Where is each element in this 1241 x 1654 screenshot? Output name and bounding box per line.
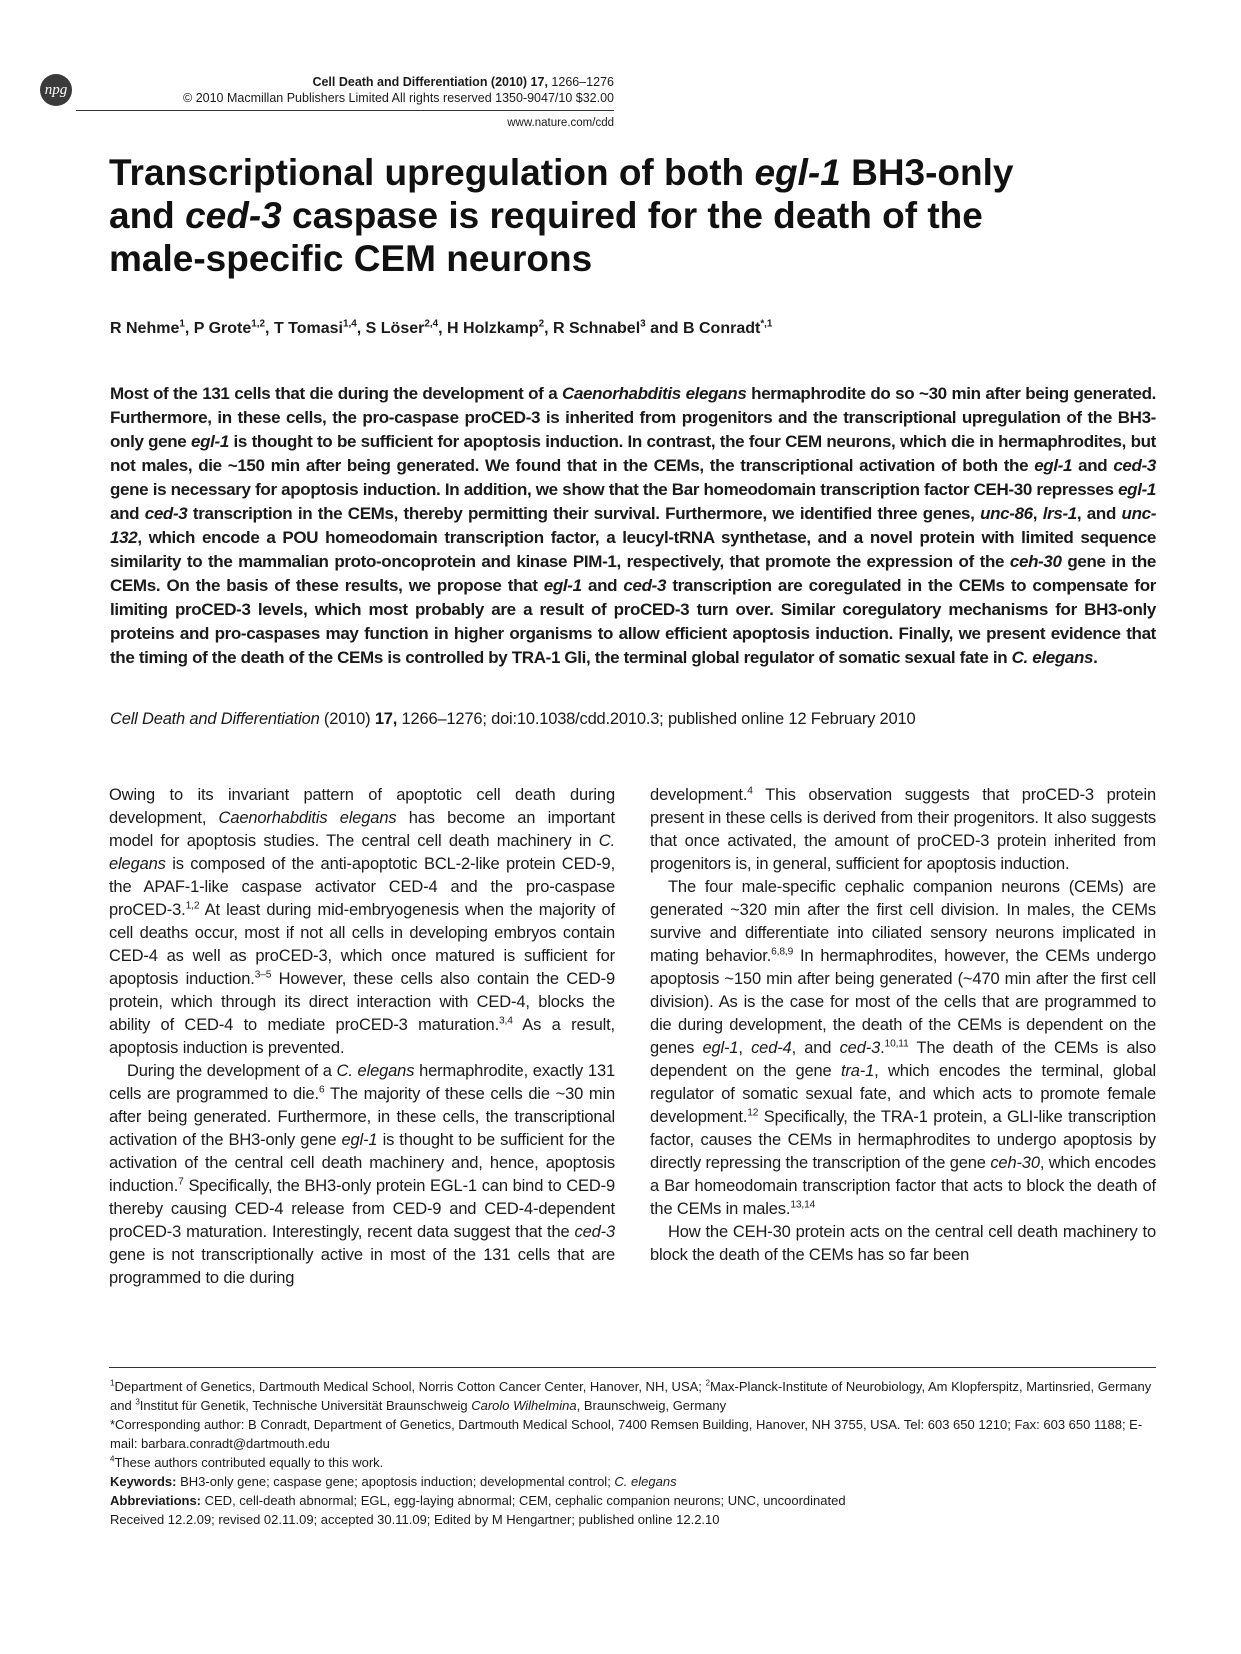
citation-volume: 17, [374, 710, 398, 728]
header-rule [76, 110, 614, 111]
author-name: , P Grote [184, 320, 252, 337]
author-affiliation: 1 [179, 318, 185, 330]
journal-header [120, 74, 614, 106]
body-column-left [109, 784, 615, 1290]
title-gene: egl-1 [754, 152, 841, 193]
journal-name: Cell Death and Differentiation (2010) [312, 75, 528, 89]
body-paragraph: development.$^4$ This observation suggests that proCED-3 protein present in these cells is derived from their progenitors. It also suggests that once activated, the amount of proCED-3 protein inherited from progenitors is, in general, sufficient for apoptosis induction. [650, 785, 1156, 873]
author-affiliation: 1,4 [342, 318, 357, 330]
author-name: , H Holzkamp [438, 320, 539, 337]
journal-pages: 1266–1276 [551, 75, 614, 89]
title-part: male-specific CEM neurons [109, 238, 593, 279]
body-column-right [650, 784, 1156, 1267]
journal-volume: 17, [530, 75, 548, 89]
citation-doi: 1266–1276; doi:10.1038/cdd.2010.3; published online 12 February 2010 [397, 710, 916, 728]
title-part: and [109, 195, 186, 236]
author-name: and B Conradt [645, 320, 761, 337]
footnote-dates: Received 12.2.09; revised 02.11.09; accepted 30.11.09; Edited by M Hengartner; published online 12.2.10 [110, 1512, 720, 1527]
footnote-keywords: Keywords: BH3-only gene; caspase gene; apoptosis induction; developmental control; C. elegans [110, 1474, 677, 1489]
citation-journal: Cell Death and Differentiation [110, 710, 320, 728]
body-paragraph: Owing to its invariant pattern of apoptotic cell death during development, Caenorhabditis elegans has become an important model for apoptosis studies. The central cell death machinery in C. elegans is composed of the anti-apoptotic BCL-2-like protein CED-9, the APAF-1-like caspase activator CED-4 and the pro-caspase proCED-3.$^{1,2}$ At least during mid-embryogenesis when the majority of cell deaths occur, most if not all cells in developing embryos contain CED-4 as well as proCED-3, which once matured is sufficient for apoptosis induction.$^{3-5}$ However, these cells also contain the CED-9 protein, which through its direct interaction with CED-4, blocks the ability of CED-4 to mediate proCED-3 maturation.$^{3,4}$ As a result, apoptosis induction is prevented. [109, 786, 616, 1057]
author-affiliation: 2,4 [424, 318, 439, 330]
author-name: , T Tomasi [265, 320, 343, 337]
author-affiliation: 2 [538, 318, 545, 330]
author-name: , S Löser [356, 320, 425, 337]
title-part: caspase is required for the death of the [281, 195, 983, 236]
author-name: R Nehme [110, 320, 180, 337]
copyright-line: © 2010 Macmillan Publishers Limited All rights reserved 1350-9047/10 $32.00 [183, 91, 614, 105]
footnote-corresponding-author: *Corresponding author: B Conradt, Department of Genetics, Dartmouth Medical School, 7400 Remsen Building, Hanover, NH 3755, USA. Tel: 603 650 1210; Fax: 603 650 1188; E-mail: barbara.conradt@dartmouth.edu [110, 1417, 1143, 1451]
footnotes [110, 1377, 1156, 1529]
author-affiliation: *,1 [760, 318, 773, 330]
footnote-affiliations: $^1$Department of Genetics, Dartmouth Medical School, Norris Cotton Cancer Center, Hanover, NH, USA; $^2$Max-Planck-Institute of Neurobiology, Am Klopferspitz, Martinsried, Germany and $^3$Institut für Genetik, Technische Universität Braunschweig Carolo Wilhelmina, Braunschweig, Germany [110, 1378, 1152, 1413]
abstract: Most of the 131 cells that die during the development of a Caenorhabditis elegans hermaphrodite do so ~30 min after being generated. Furthermore, in these cells, the pro-caspase proCED-3 is inherited from progenitors and the transcriptional upregulation of the BH3-only gene egl-1 is thought to be sufficient for apoptosis induction. In contrast, the four CEM neurons, which die in hermaphrodites, but not males, die ~150 min after being generated. We found that in the CEMs, the transcriptional activation of both the egl-1 and ced-3 gene is necessary for apoptosis induction. In addition, we show that the Bar homeodomain transcription factor CEH-30 represses egl-1 and ced-3 transcription in the CEMs, thereby permitting their survival. Furthermore, we identified three genes, unc-86, lrs-1, and unc-132, which encode a POU homeodomain transcription factor, a leucyl-tRNA synthetase, and a novel protein with limited sequence similarity to the mammalian proto-oncoprotein and kinase PIM-1, respectively, that promote the expression of the ceh-30 gene in the CEMs. On the basis of these results, we propose that egl-1 and ced-3 transcription are coregulated in the CEMs to compensate for limiting proCED-3 levels, which most probably are a result of proCED-3 turn over. Similar coregulatory mechanisms for BH3-only proteins and pro-caspases may function in higher organisms to allow efficient apoptosis induction. Finally, we present evidence that the timing of the death of the CEMs is controlled by TRA-1 Gli, the terminal global regulator of somatic sexual fate in C. elegans. [110, 384, 1157, 667]
body-paragraph: The four male-specific cephalic companion neurons (CEMs) are generated ~320 min after the first cell division. In males, the CEMs survive and differentiate into ciliated sensory neurons implicated in mating behavior.$^{6,8,9}$ In hermaphrodites, however, the CEMs undergo apoptosis ~150 min after being generated (~470 min after the first cell division). As is the case for most of the cells that are programmed to die during development, the death of the CEMs is dependent on the genes egl-1, ced-4, and ced-3.$^{10,11}$ The death of the CEMs is also dependent on the gene tra-1, which encodes the terminal, global regulator of somatic sexual fate, and which acts to promote female development.$^{12}$ Specifically, the TRA-1 protein, a GLI-like transcription factor, causes the CEMs in hermaphrodites to undergo apoptosis by directly repressing the transcription of the gene ceh-30, which encodes a Bar homeodomain transcription factor that acts to block the death of the CEMs in males.$^{13,14}$ [650, 878, 1157, 1218]
title-part: Transcriptional upregulation of both [109, 152, 755, 193]
author-name: , R Schnabel [544, 320, 641, 337]
body-paragraph: During the development of a C. elegans hermaphrodite, exactly 131 cells are programmed to die.$^6$ The majority of these cells die ~30 min after being generated. Furthermore, in these cells, the transcriptional activation of the BH3-only gene egl-1 is thought to be sufficient for the activation of the central cell death machinery and, hence, apoptosis induction.$^7$ Specifically, the BH3-only protein EGL-1 can bind to CED-9 thereby causing CED-4 release from CED-9 and CED-4-dependent proCED-3 maturation. Interestingly, recent data suggest that the ced-3 gene is not transcriptionally active in most of the 131 cells that are programmed to die during [109, 1062, 615, 1287]
body-paragraph: How the CEH-30 protein acts on the central cell death machinery to block the death of the CEMs has so far been [650, 1223, 1156, 1264]
footnote-rule [109, 1367, 1156, 1368]
author-affiliation: 1,2 [251, 318, 266, 330]
npg-logo: npg [40, 74, 72, 106]
article-citation: Cell Death and Differentiation (2010) 17, 1266–1276; doi:10.1038/cdd.2010.3; published online 12 February 2010 [110, 710, 916, 728]
title-part: BH3-only [840, 152, 1014, 193]
author-affiliation: 3 [640, 318, 646, 330]
journal-citation-line [120, 74, 614, 90]
author-list [110, 320, 1130, 338]
title-gene: ced-3 [185, 195, 282, 236]
article-title [109, 151, 1129, 280]
footnote-abbreviations: Abbreviations: CED, cell-death abnormal; EGL, egg-laying abnormal; CEM, cephalic companion neurons; UNC, uncoordinated [110, 1493, 846, 1508]
journal-website[interactable]: www.nature.com/cdd [507, 117, 614, 129]
footnote-equal-contribution: $^4$These authors contributed equally to this work. [110, 1454, 384, 1470]
